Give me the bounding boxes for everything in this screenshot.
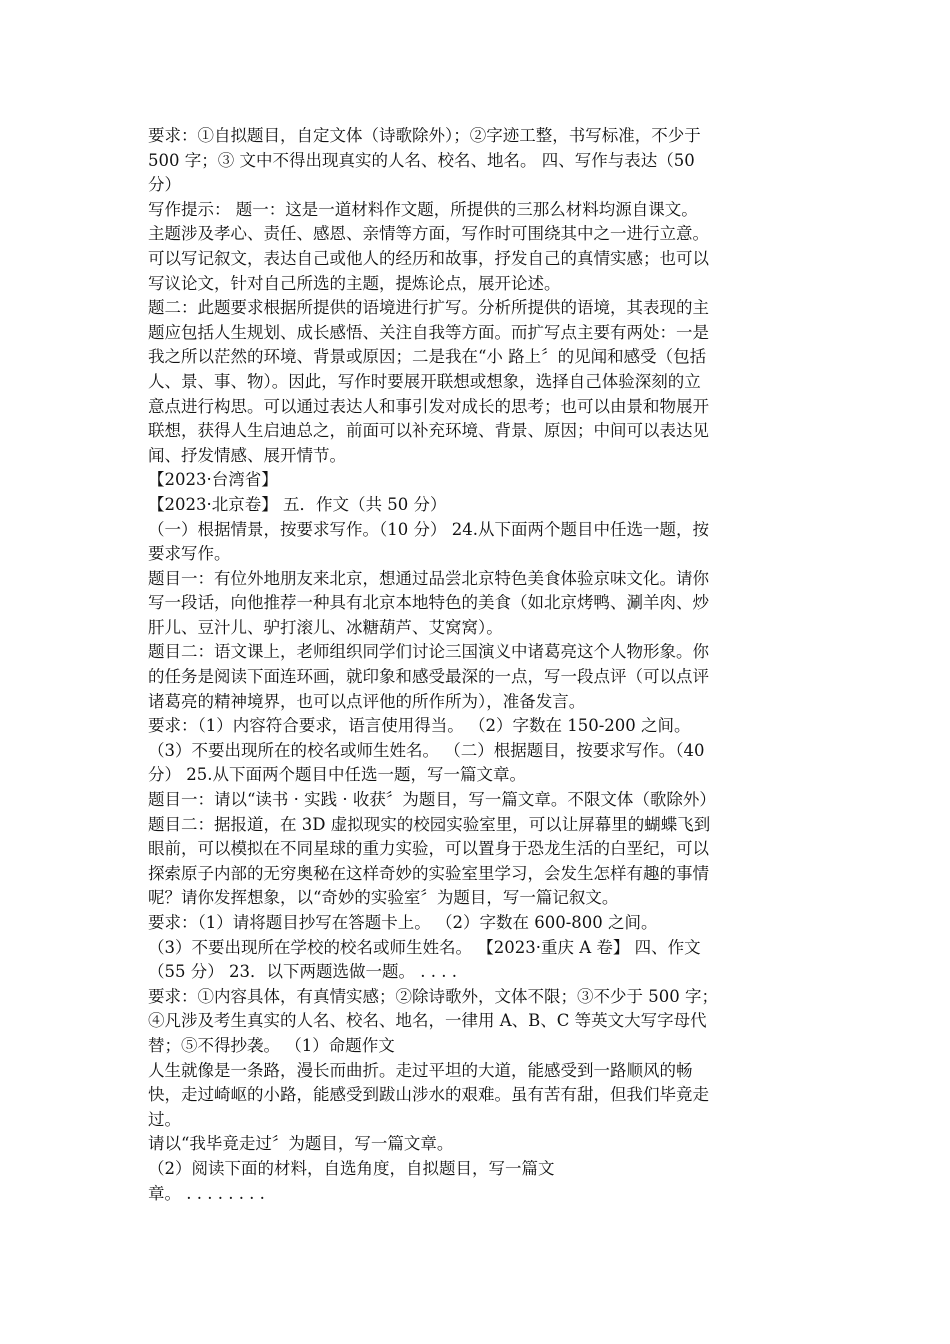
text-line: 500 字；③ 文中不得出现真实的人名、校名、地名。 四、写作与表达（50 [148,150,695,170]
text-line: 题应包括人生规划、成长感悟、关注自我等方面。而扩写点主要有两处：一是 [148,322,709,342]
text-line: 意点进行构思。可以通过表达人和事引发对成长的思考；也可以由景和物展开 [148,396,709,416]
text-line: 写一段话，向他推荐一种具有北京本地特色的美食（如北京烤鸭、涮羊肉、炒 [148,593,709,613]
text-line: 替；⑤不得抄袭。 （1）命题作文 [148,1035,395,1055]
text-line: 要求写作。 [148,544,231,564]
text-line: 题目二：语文课上，老师组织同学们讨论三国演义中诸葛亮这个人物形象。你 [148,642,709,662]
text-line: （3）不要出现所在的校名或师生姓名。 （二）根据题目，按要求写作。（40 [148,740,705,760]
text-line: 分） [148,175,181,195]
text-line: 题目一：请以“读书 · 实践 · 收获〞为题目，写一篇文章。不限文体（歌除外） [148,790,716,810]
text-line: 探索原子内部的无穷奥秘在这样奇妙的实验室里学习，会发生怎样有趣的事情 [148,863,709,883]
text-line: 主题涉及孝心、责任、感恩、亲情等方面，写作时可围绕其中之一进行立意。 [148,224,709,244]
text-line: 快，走过崎岖的小路，能感受到跋山涉水的艰难。虽有苦有甜，但我们毕竟走 [148,1085,709,1105]
text-line: 诸葛亮的精神境界，也可以点评他的所作所为），准备发言。 [148,691,586,711]
text-line: 联想，获得人生启迪总之，前面可以补充环境、背景、原因；中间可以表达见 [148,421,709,441]
text-line: 我之所以茫然的环境、背景或原因；二是我在“小 路上〞的见闻和感受（包括 [148,347,707,367]
text-line: 的任务是阅读下面连环画，就印象和感受最深的一点，写一段点评（可以点评 [148,667,709,687]
text-line: 呢？请你发挥想象，以“奇妙的实验室〞为题目，写一篇记叙文。 [148,888,619,908]
text-line: 要求：（1）请将题目抄写在答题卡上。 （2）字数在 600-800 之间。 [148,913,658,932]
text-line: 要求：①自拟题目，自定文体（诗歌除外）；②字迹工整，书写标准，不少于 [148,126,701,145]
text-line: 题二：此题要求根据所提供的语境进行扩写。分析所提供的语境，其表现的主 [148,298,709,318]
text-line: 人、景、事、物）。因此，写作时要展开联想或想象，选择自己体验深刻的立 [148,371,701,391]
text-line: ④凡涉及考生真实的人名、校名、地名，一律用 A、B、C 等英文大写字母代 [148,1011,707,1031]
text-line: 要求：（1）内容符合要求，语言使用得当。 （2）字数在 150-200 之间。 [148,716,691,736]
text-line: 可以写记叙文，表达自己或他人的经历和故事，抒发自己的真情实感；也可以 [148,248,709,268]
text-line: 章。 . . . . . . . . [148,1183,265,1203]
text-line: 写作提示： 题一：这是一道材料作文题，所提供的三那么材料均源自课文。 [148,199,698,219]
text-line: 写议论文，针对自己所选的主题，提炼论点，展开论述。 [148,273,561,293]
text-line: （55 分） 23．以下两题选做一题。 . . . . [148,962,457,982]
text-line: 请以“我毕竟走过〞为题目，写一篇文章。 [148,1134,454,1154]
text-line: （3）不要出现所在学校的校名或师生姓名。 【2023·重庆 A 卷】 四、作文 [148,937,701,957]
text-line: （一）根据情景，按要求写作。（10 分） 24.从下面两个题目中任选一题，按 [148,519,709,539]
text-line: 闻、抒发情感、展开情节。 [148,445,346,465]
section-heading: 【2023·台湾省】 [148,470,278,490]
text-line: （2）阅读下面的材料，自选角度，自拟题目，写一篇文 [148,1158,555,1178]
text-line: 过。 [148,1109,181,1129]
text-line: 要求：①内容具体，有真情实感；②除诗歌外，文体不限；③不少于 500 字； [148,986,718,1006]
section-heading: 【2023·北京卷】 五．作文（共 50 分） [148,494,447,514]
text-line: 肝儿、豆汁儿、驴打滚儿、冰糖葫芦、艾窝窝）。 [148,617,503,637]
text-line: 人生就像是一条路，漫长而曲折。走过平坦的大道，能感受到一路顺风的畅 [148,1060,693,1080]
document-body [148,124,808,1206]
text-line: 眼前，可以模拟在不同星球的重力实验，可以置身于恐龙生活的白垩纪，可以 [148,839,709,859]
text-line: 题目一：有位外地朋友来北京，想通过品尝北京特色美食体验京味文化。请你 [148,568,709,588]
text-line: 题目二：据报道，在 3D 虚拟现实的校园实验室里，可以让屏幕里的蝴蝶飞到 [148,814,711,834]
text-line: 分） 25.从下面两个题目中任选一题，写一篇文章。 [148,765,526,785]
